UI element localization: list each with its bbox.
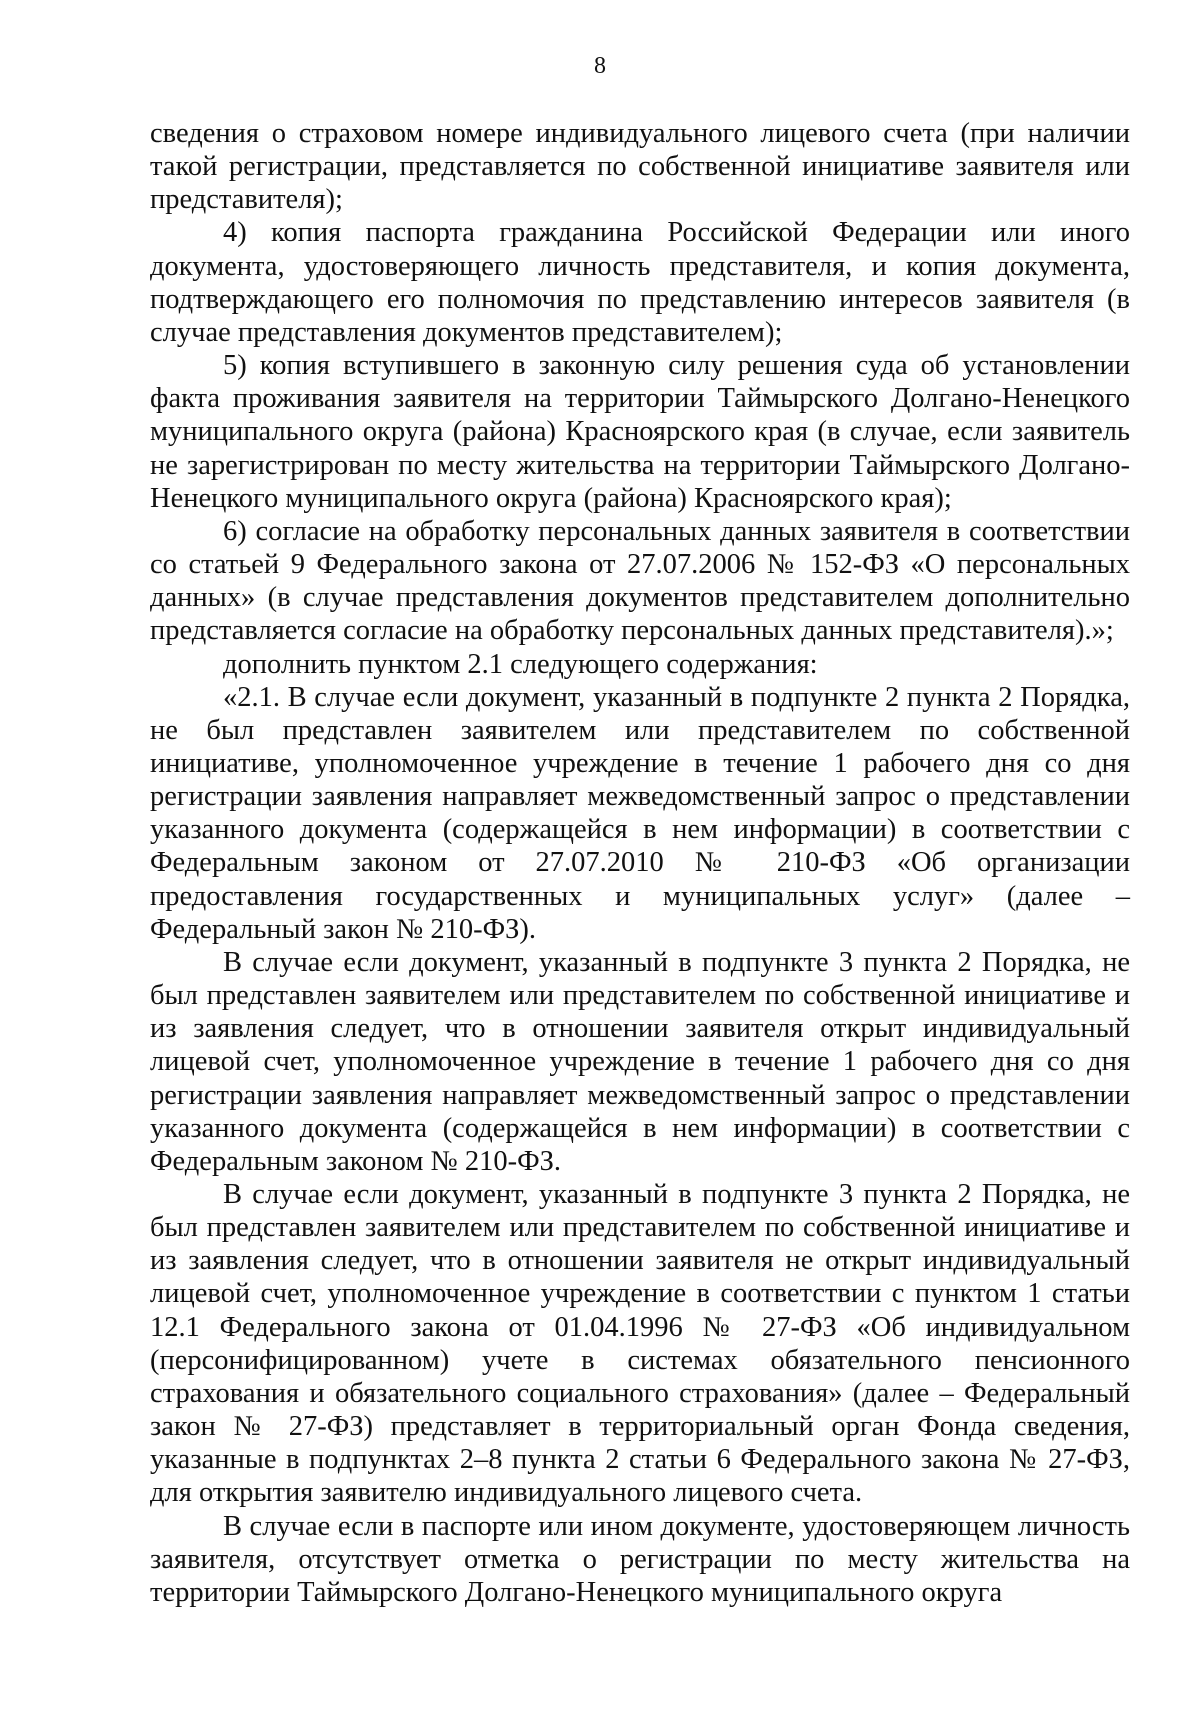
paragraph-item-4: 4) копия паспорта гражданина Российской Федерации или иного документа, удостоверяющего личность представителя, и копия документа, подтверждающего его полномочия по представлению интересов заявителя (в случае представления документов представителем);	[150, 217, 1130, 348]
paragraph-clause-2-1: «2.1. В случае если документ, указанный в подпункте 2 пункта 2 Порядка, не был представлен заявителем или представителем по собственной инициативе, уполномоченное учреждение в течение 1 рабочего дня со дня регистрации заявления направляет межведомственный запрос о представлении указанного документа (содержащейся в нем информации) в соответствии с Федеральным законом от 27.07.2010 № 210-ФЗ «Об организации предоставления государственных и муниципальных услуг» (далее – Федеральный закон № 210-ФЗ).	[150, 681, 1130, 945]
paragraph-open-account-case: В случае если документ, указанный в подпункте 3 пункта 2 Порядка, не был представлен заявителем или представителем по собственной инициативе и из заявления следует, что в отношении заявителя открыт индивидуальный лицевой счет, уполномоченное учреждение в течение 1 рабочего дня со дня регистрации заявления направляет межведомственный запрос о представлении указанного документа (содержащейся в нем информации) в соответствии с Федеральным законом № 210-ФЗ.	[150, 946, 1130, 1177]
paragraph-no-registration-case: В случае если в паспорте или ином документе, удостоверяющем личность заявителя, отсутствует отметка о регистрации по месту жительства на территории Таймырского Долгано-Ненецкого муниципального округа	[150, 1510, 1130, 1608]
page-number: 8	[594, 53, 606, 79]
document-body	[150, 117, 1130, 1609]
paragraph-no-account-case: В случае если документ, указанный в подпункте 3 пункта 2 Порядка, не был представлен заявителем или представителем по собственной инициативе и из заявления следует, что в отношении заявителя не открыт индивидуальный лицевой счет, уполномоченное учреждение в соответствии с пунктом 1 статьи 12.1 Федерального закона от 01.04.1996 № 27-ФЗ «Об индивидуальном (персонифицированном) учете в системах обязательного пенсионного страхования и обязательного социального страхования» (далее – Федеральный закон № 27-ФЗ) представляет в территориальный орган Фонда сведения, указанные в подпунктах 2–8 пункта 2 статьи 6 Федерального закона № 27-ФЗ, для открытия заявителю индивидуального лицевого счета.	[150, 1179, 1130, 1509]
paragraph-continuation: сведения о страховом номере индивидуального лицевого счета (при наличии такой регистрации, представляется по собственной инициативе заявителя или представителя);	[150, 118, 1130, 216]
paragraph-amendment-intro: дополнить пунктом 2.1 следующего содержания:	[223, 648, 818, 680]
paragraph-item-6: 6) согласие на обработку персональных данных заявителя в соответствии со статьей 9 Федерального закона от 27.07.2006 № 152-ФЗ «О персональных данных» (в случае представления документов представителем дополнительно представляется согласие на обработку персональных данных представителя).»;	[150, 515, 1130, 647]
paragraph-item-5: 5) копия вступившего в законную силу решения суда об установлении факта проживания заявителя на территории Таймырского Долгано-Ненецкого муниципального округа (района) Красноярского края (в случае, если заявитель не зарегистрирован по месту жительства на территории Таймырского Долгано-Ненецкого муниципального округа (района) Красноярского края);	[150, 350, 1130, 514]
